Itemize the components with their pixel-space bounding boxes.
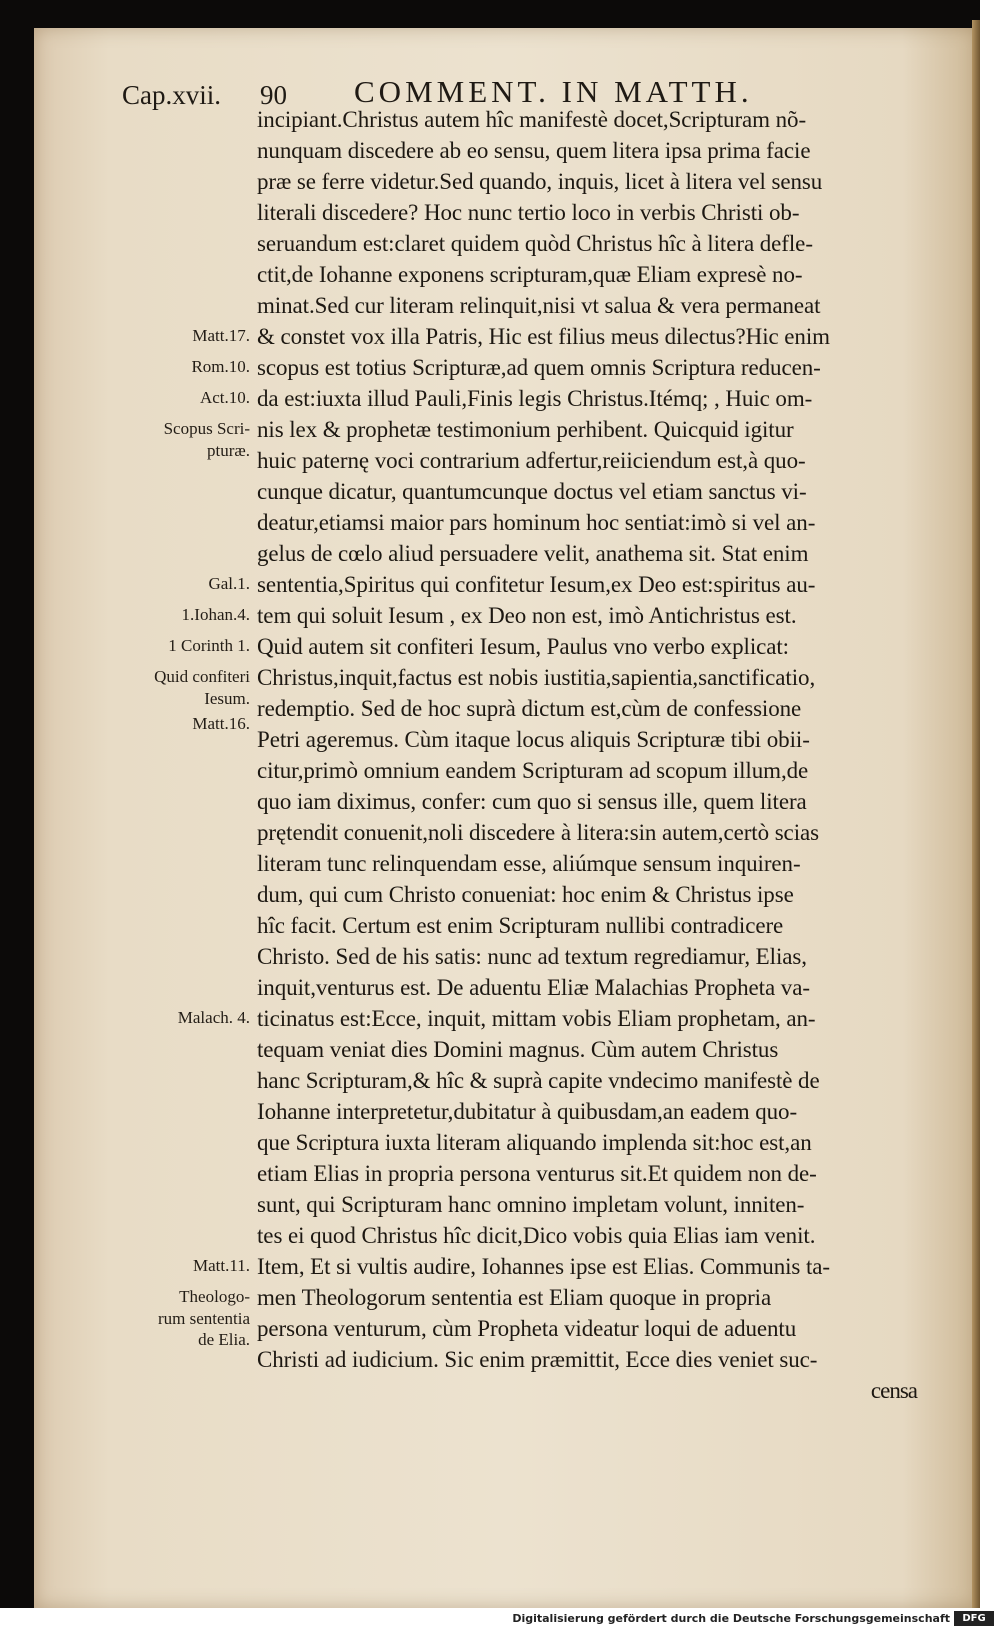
margin-note: 1.Iohan.4. <box>181 605 250 624</box>
text-line: tequam veniat dies Domini magnus. Cùm autem Christus <box>257 1037 779 1062</box>
margin-note: Malach. 4. <box>177 1008 250 1027</box>
text-line: sunt, qui Scripturam hanc omnino impletam volunt, inniten- <box>257 1192 805 1217</box>
text-line: Christi ad iudicium. Sic enim præmittit, Ecce dies veniet suc- <box>257 1347 818 1372</box>
margin-note: Act.10. <box>199 388 250 407</box>
footer-bar <box>0 1608 1000 1630</box>
running-title: COMMENT. IN MATTH. <box>354 74 753 109</box>
text-line: huic paternę voci contrarium adfertur,reiiciendum est,à quo- <box>257 448 806 473</box>
text-line: tem qui soluit Iesum , ex Deo non est, imò Antichristus est. <box>257 603 797 628</box>
text-line: Item, Et si vultis audire, Iohannes ipse est Elias. Communis ta- <box>257 1254 830 1279</box>
text-line: censa <box>870 1378 917 1403</box>
text-line: ctit,de Iohanne exponens scripturam,quæ Eliam expresè no- <box>257 262 803 287</box>
margin-note: Matt.16. <box>192 713 250 733</box>
text-line: minat.Sed cur literam relinquit,nisi vt salua & vera permaneat <box>257 293 821 318</box>
text-line: redemptio. Sed de hoc suprà dictum est,cùm de confessione <box>257 696 802 721</box>
page-edge <box>972 20 980 1610</box>
text-line: gelus de cœlo aliud persuadere velit, anathema sit. Stat enim <box>257 541 809 566</box>
text-line: prętendit conuenit,noli discedere à litera:sin autem,certò scias <box>257 820 819 845</box>
text-line: deatur,etiamsi maior pars hominum hoc sentiat:imò si vel an- <box>257 510 816 535</box>
margin-note: Iesum. <box>204 688 250 708</box>
body-text <box>257 104 917 1406</box>
margin-note: Matt.11. <box>193 1256 250 1275</box>
margin-note: Scopus Scri- <box>163 419 250 438</box>
margin-note: 1 Corinth 1. <box>168 636 250 655</box>
text-line: da est:iuxta illud Pauli,Finis legis Christus.Itémq; , Huic om- <box>257 386 813 411</box>
dfg-logo: DFG <box>954 1611 994 1626</box>
text-line: literam tunc relinquendam esse, aliúmque sensum inquiren- <box>257 851 801 876</box>
chapter-label: Cap.xvii. <box>122 80 221 110</box>
text-line: que Scriptura iuxta literam aliquando implenda sit:hoc est,an <box>257 1130 812 1155</box>
text-line: scopus est totius Scripturæ,ad quem omnis Scriptura reducen- <box>257 355 821 380</box>
text-line: Christus,inquit,factus est nobis iustitia,sapientia,sanctificatio, <box>257 665 816 690</box>
text-line: Iohanne interpretetur,dubitatur à quibusdam,an eadem quo- <box>257 1099 798 1124</box>
text-line: literali discedere? Hoc nunc tertio loco in verbis Christi ob- <box>257 200 800 225</box>
text-line: ticinatus est:Ecce, inquit, mittam vobis Eliam prophetam, an- <box>257 1006 816 1031</box>
text-line: incipiant.Christus autem hîc manifestè docet,Scripturam nõ- <box>257 107 807 132</box>
margin-note: Quid confiteri <box>154 667 250 686</box>
text-line: persona venturum, cùm Propheta videatur loqui de aduentu <box>257 1316 797 1341</box>
text-line: & constet vox illa Patris, Hic est filius meus dilectus?Hic enim <box>257 324 830 349</box>
text-line: nis lex & prophetæ testimonium perhibent. Quicquid igitur <box>257 417 794 442</box>
text-line: cunque dicatur, quantumcunque doctus vel etiam sanctus vi- <box>257 479 807 504</box>
text-line: præ se ferre videtur.Sed quando, inquis, licet à litera vel sensu <box>257 169 823 194</box>
text-line: nunquam discedere ab eo sensu, quem litera ipsa prima facie <box>257 138 811 163</box>
text-line: Petri ageremus. Cùm itaque locus aliquis Scripturæ tibi obii- <box>257 727 810 752</box>
margin-note: rum sententia <box>157 1308 250 1328</box>
text-line: inquit,venturus est. De aduentu Eliæ Malachias Propheta va- <box>257 975 810 1000</box>
margin-note: pturæ. <box>207 440 250 460</box>
margin-note: Theologo- <box>179 1287 250 1306</box>
margin-note: Matt.17. <box>192 326 250 345</box>
page-number: 90 <box>260 80 287 110</box>
text-line: tes ei quod Christus hîc dicit,Dico vobis quia Elias iam venit. <box>257 1223 816 1248</box>
text-line: men Theologorum sententia est Eliam quoque in propria <box>257 1285 772 1310</box>
footer-text: Digitalisierung gefördert durch die Deutsche Forschungsgemeinschaft <box>512 1612 950 1625</box>
margin-note: Gal.1. <box>208 574 250 593</box>
margin-note: Rom.10. <box>191 357 250 376</box>
text-line: Christo. Sed de his satis: nunc ad textum regrediamur, Elias, <box>257 944 807 969</box>
text-line: hîc facit. Certum est enim Scripturam nullibi contradicere <box>257 913 784 938</box>
text-line: etiam Elias in propria persona venturus sit.Et quidem non de- <box>257 1161 817 1186</box>
text-line: Quid autem sit confiteri Iesum, Paulus vno verbo explicat: <box>257 634 789 659</box>
text-line: citur,primò omnium eandem Scripturam ad scopum illum,de <box>257 758 809 783</box>
text-line: hanc Scripturam,& hîc & suprà capite vndecimo manifestè de <box>257 1068 820 1093</box>
text-line: seruandum est:claret quidem quòd Christus hîc à litera defle- <box>257 231 813 256</box>
text-line: quo iam diximus, confer: cum quo si sensus ille, quem litera <box>257 789 807 814</box>
text-line: sententia,Spiritus qui confitetur Iesum,ex Deo est:spiritus au- <box>257 572 816 597</box>
text-line: dum, qui cum Christo conueniat: hoc enim & Christus ipse <box>257 882 794 907</box>
margin-note: de Elia. <box>198 1330 250 1350</box>
